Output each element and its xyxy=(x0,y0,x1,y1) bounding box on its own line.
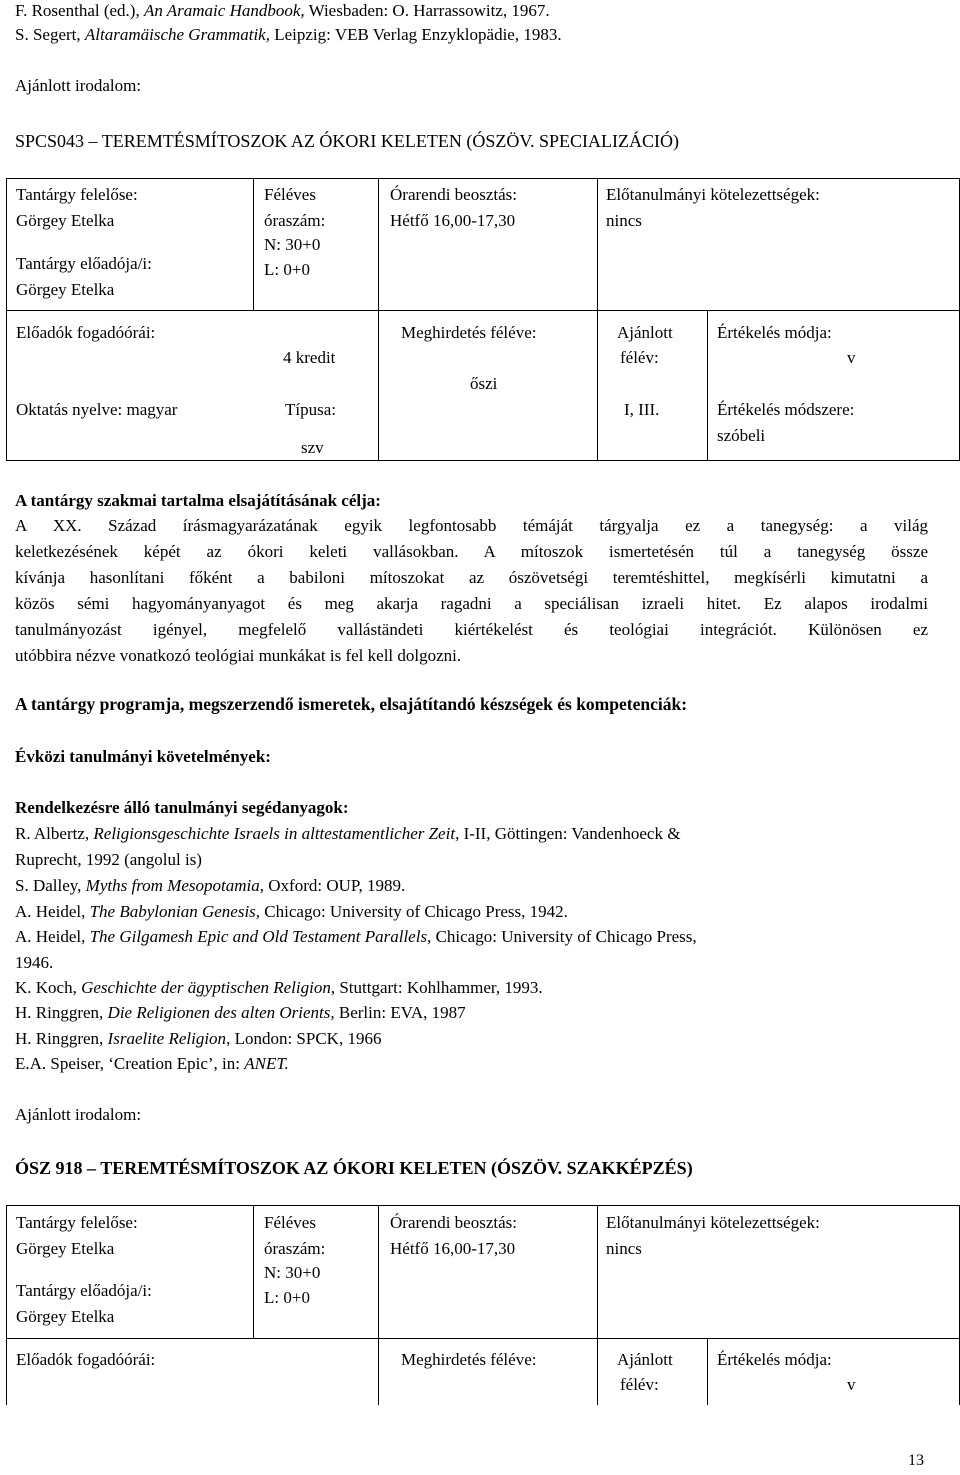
teaching-language: Oktatás nyelve: magyar xyxy=(16,400,178,419)
page-number: 13 xyxy=(908,1452,924,1469)
schedule-value: Hétfő 16,00-17,30 xyxy=(390,211,516,230)
lecturer-label: Tantárgy előadója/i: xyxy=(16,1281,152,1300)
type-label: Típusa: xyxy=(285,400,336,419)
hours-value: N: 30+0 xyxy=(264,235,321,254)
hours-value: L: 0+0 xyxy=(264,1288,310,1307)
hours-label: Féléves xyxy=(264,185,316,204)
goal-heading: A tantárgy szakmai tartalma elsajátításának célja: xyxy=(15,491,381,510)
evaluation-label: Értékelés módja: xyxy=(717,323,832,342)
course-info-table xyxy=(6,1205,960,1405)
prerequisites-value: nincs xyxy=(606,1239,642,1258)
goal-line: közös sémi hagyományanyagot és meg akarja ragadni a speciálisan izraeli hitet. Ez alapos irodalmi xyxy=(15,594,928,613)
hours-label: óraszám: xyxy=(264,211,326,230)
materials-heading: Rendelkezésre álló tanulmányi segédanyagok: xyxy=(15,798,349,817)
prerequisites-label: Előtanulmányi kötelezettségek: xyxy=(606,185,820,204)
goal-line: keletkezésének képét az ókori keleti vallásokban. A mítoszok ismertetésén túl a tanegység össze xyxy=(15,542,928,561)
reference-line: F. Rosenthal (ed.), An Aramaic Handbook, Wiesbaden: O. Harrassowitz, 1967. xyxy=(15,1,550,20)
course-title: ÓSZ 918 – TEREMTÉSMÍTOSZOK AZ ÓKORI KELETEN (ÓSZÖV. SZAKKÉPZÉS) xyxy=(15,1158,693,1178)
responsible-label: Tantárgy felelőse: xyxy=(16,1213,138,1232)
recommended-semester-label: félév: xyxy=(620,348,659,367)
prerequisites-value: nincs xyxy=(606,211,642,230)
recommended-semester-label: félév: xyxy=(620,1375,659,1394)
material-item: K. Koch, Geschichte der ägyptischen Religion, Stuttgart: Kohlhammer, 1993. xyxy=(15,978,543,997)
goal-line: tanulmányozást igényel, megfelelő valláständeti kiértékelést és teológiai integrációt. Különösen ez xyxy=(15,620,928,639)
credits: 4 kredit xyxy=(283,348,336,367)
lecturer-name: Görgey Etelka xyxy=(16,1307,115,1326)
schedule-label: Órarendi beosztás: xyxy=(390,185,517,204)
responsible-name: Görgey Etelka xyxy=(16,211,115,230)
material-item: A. Heidel, The Gilgamesh Epic and Old Testament Parallels, Chicago: University of Chicago Press, xyxy=(15,927,697,946)
recommended-literature-heading: Ajánlott irodalom: xyxy=(15,1105,142,1124)
announcement-label: Meghirdetés féléve: xyxy=(401,323,537,342)
goal-line: utóbbira nézve vonatkozó teológiai munkákat is fel kell dolgozni. xyxy=(15,646,462,665)
material-item: H. Ringgren, Israelite Religion, London: SPCK, 1966 xyxy=(15,1029,382,1048)
hours-value: N: 30+0 xyxy=(264,1263,321,1282)
program-heading: A tantárgy programja, megszerzendő ismeretek, elsajátítandó készségek és kompetenciák: xyxy=(15,694,688,714)
goal-line: kívánja hasonlítani főként a babiloni mítoszokat az ószövetségi teremtéshittel, megkísérli kimutatni a xyxy=(15,568,928,587)
evaluation-method-label: Értékelés módszere: xyxy=(717,400,855,419)
hours-label: óraszám: xyxy=(264,1239,326,1258)
type-value: szv xyxy=(301,438,324,457)
material-item: A. Heidel, The Babylonian Genesis, Chicago: University of Chicago Press, 1942. xyxy=(15,902,568,921)
hours-label: Féléves xyxy=(264,1213,316,1232)
recommended-semester-value: I, III. xyxy=(624,400,660,419)
evaluation-method-value: szóbeli xyxy=(717,426,766,445)
requirements-heading: Évközi tanulmányi követelmények: xyxy=(15,747,271,766)
recommended-semester-label: Ajánlott xyxy=(617,1350,673,1369)
material-item: Ruprecht, 1992 (angolul is) xyxy=(15,850,202,869)
material-item: R. Albertz, Religionsgeschichte Israels in alttestamentlicher Zeit, I-II, Göttingen: Vandenhoeck & xyxy=(15,824,681,843)
announcement-value: őszi xyxy=(470,374,498,393)
evaluation-label: Értékelés módja: xyxy=(717,1350,832,1369)
course-title: SPCS043 – TEREMTÉSMÍTOSZOK AZ ÓKORI KELETEN (ÓSZÖV. SPECIALIZÁCIÓ) xyxy=(15,131,680,151)
schedule-label: Órarendi beosztás: xyxy=(390,1213,517,1232)
material-item: H. Ringgren, Die Religionen des alten Orients, Berlin: EVA, 1987 xyxy=(15,1003,466,1022)
recommended-literature-heading: Ajánlott irodalom: xyxy=(15,76,142,95)
announcement-label: Meghirdetés féléve: xyxy=(401,1350,537,1369)
evaluation-value: v xyxy=(847,348,856,367)
goal-paragraph xyxy=(15,513,928,669)
office-hours-label: Előadók fogadóórái: xyxy=(16,323,156,342)
lecturer-label: Tantárgy előadója/i: xyxy=(16,254,152,273)
lecturer-name: Görgey Etelka xyxy=(16,280,115,299)
responsible-name: Görgey Etelka xyxy=(16,1239,115,1258)
evaluation-value: v xyxy=(847,1375,856,1394)
office-hours-label: Előadók fogadóórái: xyxy=(16,1350,156,1369)
material-item: 1946. xyxy=(15,953,54,972)
responsible-label: Tantárgy felelőse: xyxy=(16,185,138,204)
hours-value: L: 0+0 xyxy=(264,260,310,279)
material-item: E.A. Speiser, ‘Creation Epic’, in: ANET. xyxy=(15,1054,289,1073)
schedule-value: Hétfő 16,00-17,30 xyxy=(390,1239,516,1258)
goal-line: A XX. Század írásmagyarázatának egyik legfontosabb témáját tárgyalja ez a tanegység: a világ xyxy=(15,516,928,535)
reference-line: S. Segert, Altaramäische Grammatik, Leipzig: VEB Verlag Enzyklopädie, 1983. xyxy=(15,25,562,44)
recommended-semester-label: Ajánlott xyxy=(617,323,673,342)
prerequisites-label: Előtanulmányi kötelezettségek: xyxy=(606,1213,820,1232)
material-item: S. Dalley, Myths from Mesopotamia, Oxford: OUP, 1989. xyxy=(15,876,406,895)
course-info-table xyxy=(6,178,960,461)
